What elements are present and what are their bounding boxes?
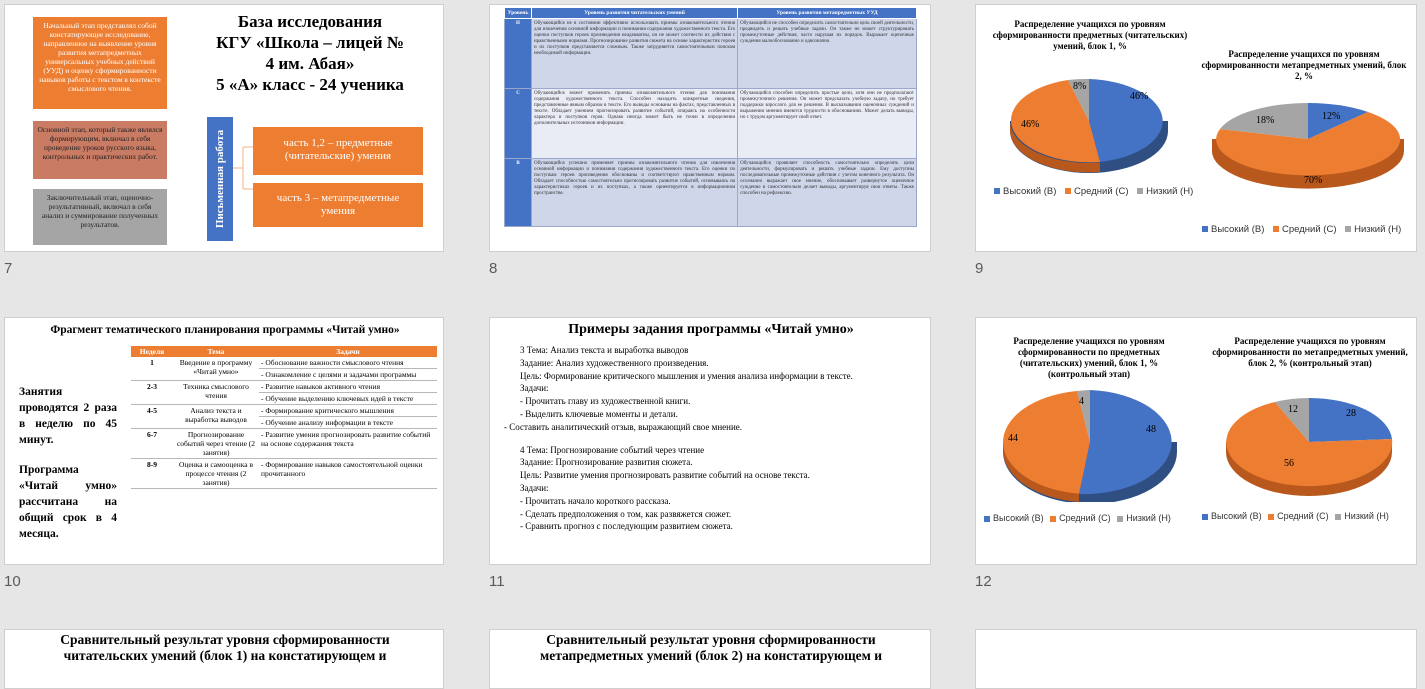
chart1-title: Распределение учащихся по уровням сформированности предметных (читательских) умений, блок 1, % — [992, 19, 1188, 51]
data-label: 56 — [1284, 458, 1294, 469]
table-row — [505, 159, 917, 227]
week-cell: 6-7 — [131, 429, 173, 459]
slide-thumbnail-7[interactable] — [4, 4, 444, 252]
week-cell: 1 — [131, 357, 173, 381]
data-label: 28 — [1346, 408, 1356, 419]
pie-chart-block1 — [1004, 61, 1174, 181]
text-line: Задачи: — [520, 482, 549, 493]
task-cell: - Ознакомление с целями и задачами программы — [259, 369, 437, 381]
table-row — [131, 429, 437, 459]
duration-text: Программа «Читай умно» рассчитана на общий срок в 4 месяца. — [19, 464, 117, 540]
legend-item: Средний (С) — [1074, 186, 1129, 197]
stage-box-main: Основной этап, который также являлся формирующим, включал в себя проведение уроков русского языка, контрольных и практических работ. — [33, 121, 167, 179]
slide-thumbnail-9[interactable] — [975, 4, 1417, 252]
slide7-title-line1: База исследования — [237, 12, 383, 31]
chart2-legend — [1202, 224, 1401, 235]
text-line: - Сделать предположения о том, как развяжется сюжет. — [520, 508, 732, 519]
meta-cell: Обучающийся не способен определить самостоятельно цель своей деятельности, предвидеть и решать учебные задачи. Он также не может структурировать промежуточные действия, часто нарушая их порядок. Выражает оценочные суждения малообоснованно и однозначно. — [738, 19, 917, 89]
part-1-2-box: часть 1,2 – предметные (читательские) умения — [253, 127, 423, 175]
reading-cell: Обучающийся может применять приемы ознакомительного чтения для понимания содержания художественного текста. Способен находить конкретные сведения, представленные явным образом в тексте. Его выводы основаны на фактах, представленных в тексте. Обладает умением прогнозировать развитие событий, опираясь на особенности характера и поступков героя. Однако иногда может быть не точен в определении дополнительных источников информации. — [532, 89, 738, 159]
data-label: 46% — [1130, 91, 1149, 102]
plan-header-week: Неделя — [131, 346, 173, 357]
task-cell: - Обучение анализу информации в тексте — [259, 417, 437, 429]
table-row — [131, 381, 437, 393]
slide7-title-line3: 4 им. Абая» — [265, 54, 355, 73]
written-work-label — [207, 117, 233, 241]
tasks-examples-body — [504, 344, 910, 533]
slide-thumbnail-13[interactable] — [4, 629, 444, 689]
data-label: 4 — [1079, 396, 1084, 407]
slide10-title: Фрагмент тематического планирования программы «Читай умно» — [50, 324, 400, 336]
legend-item: Средний (С) — [1277, 511, 1329, 521]
slide7-title — [185, 11, 435, 95]
table-row — [131, 459, 437, 489]
plan-header-topic: Тема — [173, 346, 259, 357]
text-line: - Сравнить прогноз с последующим развитием сюжета. — [520, 521, 733, 532]
data-label: 70% — [1304, 175, 1323, 186]
slide-number-12: 12 — [975, 573, 992, 590]
table-row — [131, 357, 437, 369]
text-line: - Выделить ключевые моменты и детали. — [520, 408, 678, 419]
week-cell: 8-9 — [131, 459, 173, 489]
stage-box-final: Заключительный этап, оценочно-результативный, включал в себя анализ и суммирование полученных результатов. — [33, 189, 167, 245]
table-row — [505, 19, 917, 89]
chart4-title: Распределение учащихся по уровням сформированности по метапредметных умений, блок 2, % (контрольный этап) — [1212, 336, 1408, 368]
slide-number-9: 9 — [975, 260, 984, 277]
slide-thumbnail-15[interactable] — [975, 629, 1417, 689]
pie-slice-high — [1309, 398, 1392, 442]
text-line: 3 Тема: Анализ текста и выработка выводов — [520, 345, 689, 355]
task-cell: - Обучение выделению ключевых идей в тексте — [259, 393, 437, 405]
topic-cell: Введение в программу «Читай умно» — [173, 357, 259, 381]
level-cell: Н — [505, 19, 532, 89]
level-cell: В — [505, 159, 532, 227]
legend-item: Низкий (Н) — [1126, 513, 1171, 523]
slide-number-7: 7 — [4, 260, 13, 277]
slide14-title — [490, 632, 931, 664]
chart4-legend — [1202, 511, 1389, 521]
meta-cell: Обучающийся способен определить простые цели, хотя они не предполагают промежуточного решения. Он может предсказать учебную задачу, но требует поддержки взрослого для ее решения. В высказывании оценочных суждений и выражении мнения имеются трудности в обоснованиях. Может делать выводы, но с трудом аргументирует свой ответ. — [738, 89, 917, 159]
text-line: Задание: Анализ художественного произведения. — [520, 357, 709, 368]
legend-item: Средний (С) — [1059, 513, 1111, 523]
slide-number-10: 10 — [4, 573, 21, 590]
text-line: - Прочитать начало короткого рассказа. — [520, 495, 671, 506]
task-cell: - Формирование навыков самостоятельной оценки прочитанного — [259, 459, 437, 489]
table-row — [505, 89, 917, 159]
slide-thumbnail-12[interactable] — [975, 317, 1417, 565]
level-cell: С — [505, 89, 532, 159]
slide13-title-line1: Сравнительный результат уровня сформированности — [60, 632, 390, 647]
text-line: 4 Тема: Прогнозирование событий через чтение — [520, 444, 705, 455]
levels-table — [504, 7, 917, 227]
slide-number-11: 11 — [489, 573, 505, 590]
chart2-title: Распределение учащихся по уровням сформированности метапредметных умений, блок 2, % — [1201, 49, 1407, 81]
legend-item: Высокий (В) — [1003, 186, 1057, 197]
task-cell: - Обоснование важности смыслового чтения — [259, 357, 437, 369]
legend-item: Высокий (В) — [1211, 511, 1262, 521]
written-work-text: Письменная работа — [214, 129, 226, 229]
meta-cell: Обучающийся проявляет способность самостоятельно определять цели деятельности, формулировать и решать учебные задачи. Ему доступны последовательные промежуточные действия с учетом конечного результата. Он осознанно выражает свое мнение, обосновывает развернутое оценочное суждение и самостоятельно делает выводы, аргументируя свои ответы. Также способен на рефлексию. — [738, 159, 917, 227]
slide14-title-line1: Сравнительный результат уровня сформированности — [546, 632, 876, 647]
task-cell: - Формирование критического мышления — [259, 405, 437, 417]
slide-thumbnail-10[interactable] — [4, 317, 444, 565]
slide13-title — [5, 632, 444, 664]
text-line: - Прочитать главу из художественной книги. — [520, 396, 691, 407]
levels-table-wrapper — [504, 7, 917, 227]
reading-cell: Обучающийся успешно применяет приемы ознакомительного чтения для извлечения основной информации и понимания содержания художественного текста. Его оценки по поступкам героев произведения обоснованы и соответствуют нравственным нормам. Обладает способностью самостоятельно прогнозировать развитие событий, основываясь на характеристиках героев и их поступках, а также ориентируется в информационном пространстве. — [532, 159, 738, 227]
topic-cell: Анализ текста и выработка выводов — [173, 405, 259, 429]
slide13-title-line2: читательских умений (блок 1) на констатирующем и — [63, 648, 387, 663]
data-label: 18% — [1256, 115, 1275, 126]
sessions-text: Занятия проводятся 2 раза в неделю по 45 минут. — [19, 386, 117, 446]
slide7-title-line2: КГУ «Школа – лицей № — [216, 33, 404, 52]
legend-item: Высокий (В) — [993, 513, 1044, 523]
slide-number-8: 8 — [489, 260, 498, 277]
slide-thumbnail-14[interactable] — [489, 629, 931, 689]
data-label: 8% — [1073, 81, 1087, 92]
plan-table-wrapper — [131, 346, 437, 489]
week-cell: 2-3 — [131, 381, 173, 405]
slide14-title-line2: метапредметных умений (блок 2) на констатирующем и — [540, 648, 882, 663]
chart3-title: Распределение учащихся по уровням сформированности по предметных (читательских) умений, блок 1, % (контрольный этап) — [1013, 336, 1165, 379]
legend-item: Низкий (Н) — [1354, 224, 1402, 235]
task-cell: - Развитие умения прогнозировать развитие событий на основе содержания текста — [259, 429, 437, 459]
pie-chart-block1-control — [1000, 390, 1180, 502]
data-label: 48 — [1146, 424, 1156, 435]
text-line: - Составить аналитический отзыв, выражающий свое мнение. — [504, 421, 743, 432]
chart1-legend — [994, 186, 1193, 197]
text-line: Задачи: — [520, 383, 549, 394]
topic-cell: Техника смыслового чтения — [173, 381, 259, 405]
legend-item: Низкий (Н) — [1146, 186, 1194, 197]
data-label: 46% — [1021, 119, 1040, 130]
reading-cell: Обучающийся не в состоянии эффективно использовать приемы ознакомительного чтения для извлечения основной информации и понимания содержания художественного текста. Его оценки поступков героев произведения неадекватны, он не может соотнести их действия с нравственными нормами. Прогнозирование развития сюжета на основе характеристик героев и их поступков представляется сложным. Также затрудняется самостоятельным поиском необходимой информации. — [532, 19, 738, 89]
levels-header-reading: Уровень развития читательских умений — [532, 8, 738, 19]
data-label: 12% — [1322, 111, 1341, 122]
plan-header-tasks: Задачи — [259, 346, 437, 357]
week-cell: 4-5 — [131, 405, 173, 429]
text-line: Цель: Развитие умения прогнозировать развитие событий на основе текста. — [520, 470, 810, 481]
pie-chart-block2 — [1208, 101, 1408, 201]
legend-item: Низкий (Н) — [1344, 511, 1389, 521]
topic-cell: Оценка и самооценка в процессе чтения (2 занятия) — [173, 459, 259, 489]
bracket-connector — [233, 133, 255, 203]
slide7-title-line4: 5 «А» класс - 24 ученика — [216, 75, 404, 94]
pie-chart-block2-control — [1222, 396, 1396, 500]
plan-table — [131, 346, 437, 489]
text-line: Цель: Формирование критического мышления и умения анализа информации в тексте. — [520, 370, 853, 381]
data-label: 44 — [1008, 433, 1018, 444]
levels-header-level: Уровень — [505, 8, 532, 19]
task-cell: - Развитие навыков активного чтения — [259, 381, 437, 393]
legend-item: Высокий (В) — [1211, 224, 1265, 235]
slide-thumbnail-11[interactable] — [489, 317, 931, 565]
part-3-box: часть 3 – метапредметные умения — [253, 183, 423, 227]
slide-thumbnail-8[interactable] — [489, 4, 931, 252]
data-label: 12 — [1288, 404, 1298, 415]
topic-cell: Прогнозирование событий через чтение (2 занятия) — [173, 429, 259, 459]
levels-header-meta: Уровень развития метапредметных УУД — [738, 8, 917, 19]
legend-item: Средний (С) — [1282, 224, 1337, 235]
slide11-title: Примеры задания программы «Читай умно» — [568, 322, 854, 337]
chart3-legend — [984, 513, 1171, 523]
table-row — [131, 405, 437, 417]
stage-box-initial: Начальный этап представлял собой констатирующее исследование, направленное на выявление уровня развития метапредметных универсальных учебных действий (УУД) и оценку сформированности навыков работы с текстом в контексте смыслового чтения. — [33, 17, 167, 109]
text-line: Задание: Прогнозирование развития сюжета. — [520, 457, 693, 468]
